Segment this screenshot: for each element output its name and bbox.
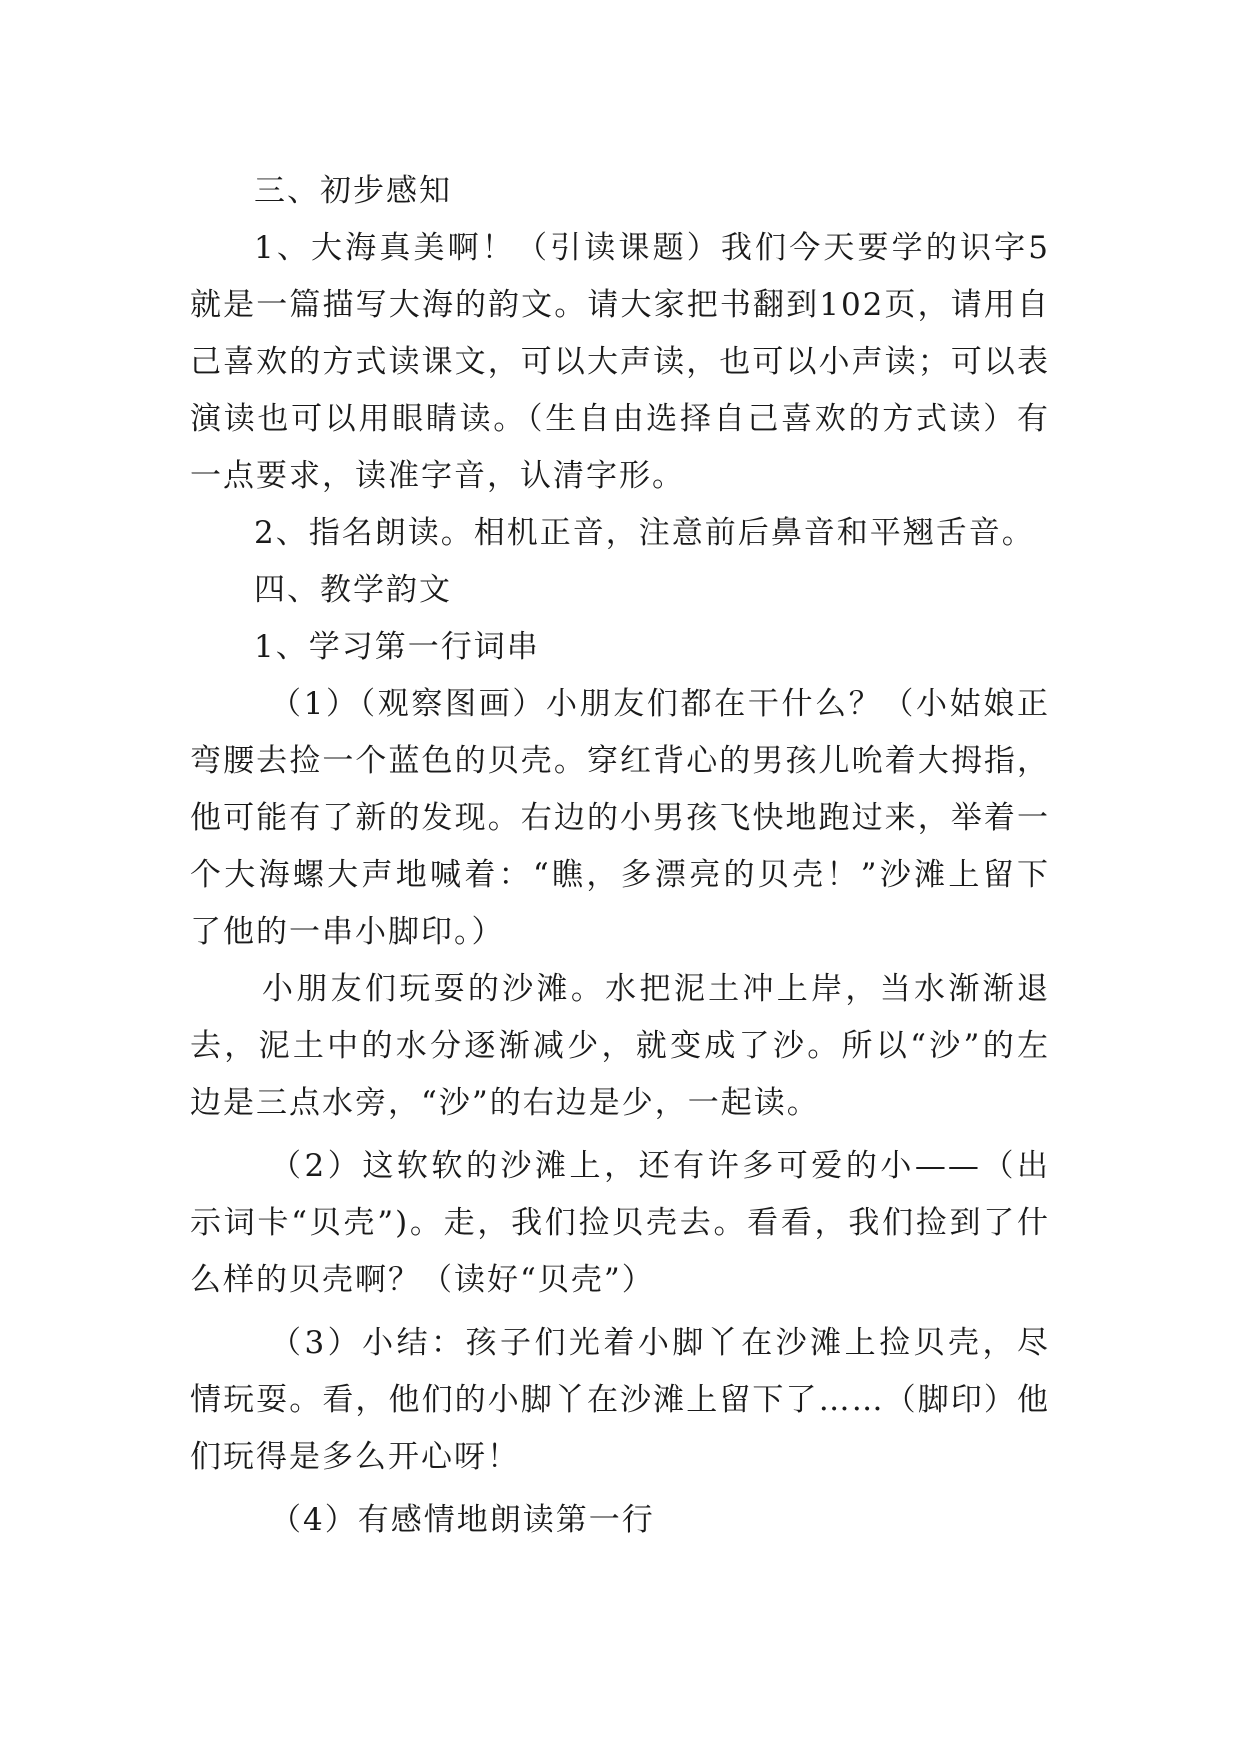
subheading-line-1: 1、学习第一行词串 (254, 629, 540, 665)
document-body (190, 163, 1050, 1549)
paragraph-step-3: （3）小结：孩子们光着小脚丫在沙滩上捡贝壳，尽情玩耍。看，他们的小脚丫在沙滩上留下了……（脚印）他们玩得是多么开心呀！ (190, 1325, 1050, 1475)
section-heading-4: 四、教学韵文 (254, 572, 452, 608)
paragraph-step-1: （1）（观察图画）小朋友们都在干什么？（小姑娘正弯腰去捡一个蓝色的贝壳。穿红背心的男孩儿吮着大拇指，他可能有了新的发现。右边的小男孩飞快地跑过来，举着一个大海螺大声地喊着：“瞧，多漂亮的贝壳！”沙滩上留下了他的一串小脚印。） (190, 686, 1050, 950)
paragraph-sand: 小朋友们玩耍的沙滩。水把泥土冲上岸，当水渐渐退去，泥土中的水分逐渐减少，就变成了沙。所以“沙”的左边是三点水旁，“沙”的右边是少，一起读。 (190, 971, 1050, 1121)
paragraph-perception-1: 1、大海真美啊！（引读课题）我们今天要学的识字5就是一篇描写大海的韵文。请大家把书翻到102页，请用自己喜欢的方式读课文，可以大声读，也可以小声读；可以表演读也可以用眼睛读。（生自由选择自己喜欢的方式读）有一点要求，读准字音，认清字形。 (190, 230, 1050, 494)
section-heading-3: 三、初步感知 (254, 173, 452, 209)
paragraph-step-2: （2）这软软的沙滩上，还有许多可爱的小——（出示词卡“贝壳”)。走，我们捡贝壳去。看看，我们捡到了什么样的贝壳啊？（读好“贝壳”） (190, 1148, 1050, 1298)
paragraph-perception-2: 2、指名朗读。相机正音，注意前后鼻音和平翘舌音。 (254, 515, 1035, 551)
paragraph-step-4: （4）有感情地朗读第一行 (270, 1502, 655, 1538)
